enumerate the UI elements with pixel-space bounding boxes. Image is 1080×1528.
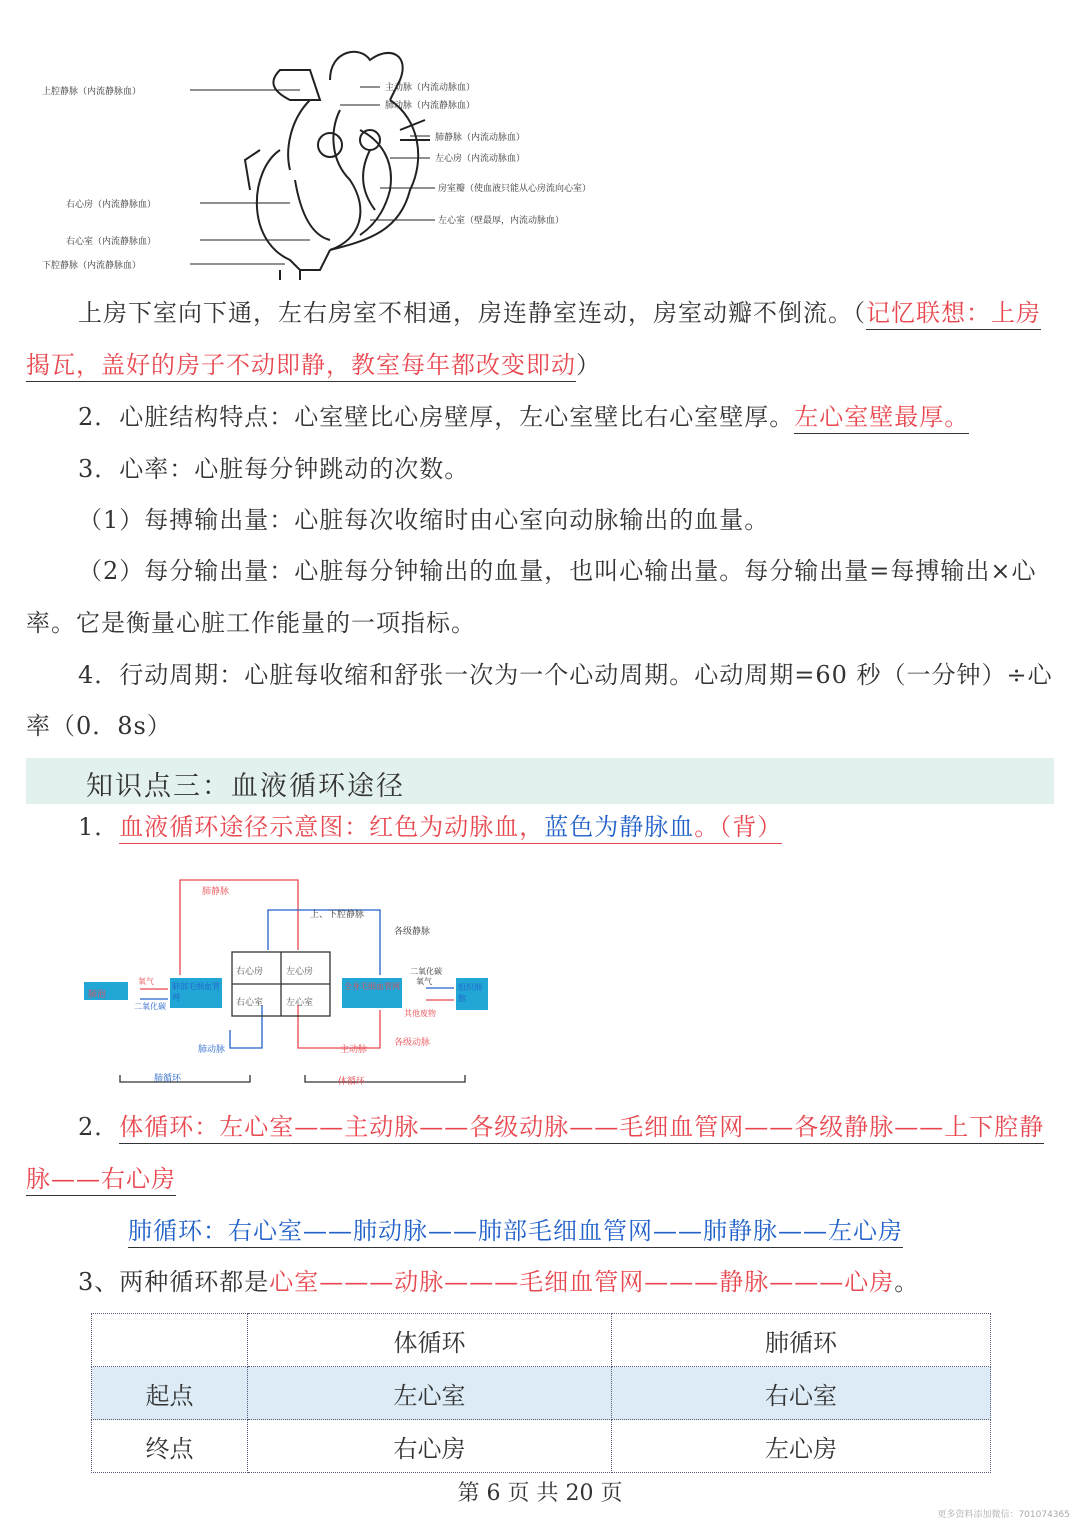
diagram-box-label: 全身毛细血管网 xyxy=(344,982,400,991)
paragraph-heart-rate: 3．心率：心脏每分钟跳动的次数。 xyxy=(78,455,470,483)
table-cell xyxy=(92,1314,248,1367)
paragraph-heart-feature xyxy=(78,402,969,432)
comparison-table xyxy=(91,1313,991,1473)
table-row xyxy=(92,1367,991,1420)
num: 1． xyxy=(78,813,120,841)
diagram-label: 左心房 xyxy=(286,967,314,977)
blue-text: 肺循环：右心室——肺动脉——肺部毛细血管网——肺静脉——左心房 xyxy=(128,1217,903,1248)
systemic-circulation xyxy=(78,1112,1044,1142)
section-title: 知识点三：血液循环途径 xyxy=(86,771,405,802)
diagram-label: 氧气 xyxy=(416,977,432,986)
table-header-cell: 肺循环 xyxy=(612,1314,991,1367)
diagram-label: 右心室 xyxy=(236,998,264,1008)
red-text: 体循环：左心室——主动脉——各级动脉——毛细血管网——各级静脉——上下腔静 xyxy=(119,1113,1044,1144)
red-text: 。（背） xyxy=(694,813,783,841)
table-cell: 右心室 xyxy=(612,1367,991,1420)
table-cell: 起点 xyxy=(92,1367,248,1420)
diagram-label: 各级动脉 xyxy=(394,1038,431,1048)
diagram-label: 体循环 xyxy=(338,1077,366,1087)
heart-diagram xyxy=(30,40,710,280)
blue-text: 蓝色为静脉血 xyxy=(544,813,695,841)
section-header xyxy=(26,758,1054,804)
table-cell: 右心房 xyxy=(248,1420,612,1473)
memory-tip: 揭瓦，盖好的房子不动即静，教室每年都改变即动 xyxy=(26,351,576,382)
table-cell: 左心房 xyxy=(612,1420,991,1473)
heart-label: 左心房（内流动脉血） xyxy=(435,154,526,164)
text: 上房下室向下通，左右房室不相通，房连静室连动，房室动瓣不倒流。（ xyxy=(78,299,866,327)
heart-label: 主动脉（内流动脉血） xyxy=(385,83,476,93)
num: 2． xyxy=(78,1113,120,1141)
diagram-label: 肺静脉 xyxy=(202,887,230,897)
systemic-circulation-cont xyxy=(26,1164,176,1194)
diagram-label: 左心室 xyxy=(286,998,314,1008)
paragraph-heart-structure xyxy=(78,298,1041,328)
diagram-box-label: 组织细胞 xyxy=(458,983,482,1003)
text: 。 xyxy=(894,1268,920,1296)
heart-label: 房室瓣（使血液只能从心房流向心室） xyxy=(438,184,592,194)
diagram-label: 上、下腔静脉 xyxy=(310,910,365,920)
table-cell: 左心室 xyxy=(248,1367,612,1420)
paragraph-heart-structure-cont xyxy=(26,350,601,380)
paragraph-cardiac-output: （2）每分输出量：心脏每分钟输出的血量，也叫心输出量。每分输出量=每搏输出×心 xyxy=(78,557,1037,585)
paragraph-stroke-volume: （1）每搏输出量：心脏每次收缩时由心室向动脉输出的血量。 xyxy=(78,506,770,534)
text: 3、两种循环都是 xyxy=(78,1268,270,1296)
diagram-label: 右心房 xyxy=(236,967,264,977)
red-text: 血液循环途径示意图：红色为动脉血， xyxy=(119,813,545,841)
heart-label: 右心室（内流静脉血） xyxy=(66,237,157,247)
paragraph-cardiac-cycle-cont: 率（0．8s） xyxy=(26,712,172,740)
diagram-label: 肺动脉 xyxy=(198,1045,226,1055)
diagram-label: 氧气 xyxy=(138,977,154,986)
diagram-label: 肺循环 xyxy=(154,1074,182,1084)
diagram-label: 主动脉 xyxy=(340,1045,368,1055)
watermark: 更多资料添加微信：701074365 xyxy=(937,1510,1070,1520)
red-text: 心室———动脉———毛细血管网———静脉———心房 xyxy=(269,1268,895,1296)
table-row xyxy=(92,1420,991,1473)
heart-label: 右心房（内流静脉血） xyxy=(66,200,157,210)
red-text: 脉——右心房 xyxy=(26,1165,176,1196)
diagram-label: 二氧化碳 xyxy=(410,967,442,976)
common-path xyxy=(78,1267,919,1297)
page-footer: 第 6 页 共 20 页 xyxy=(457,1481,623,1506)
memory-tip: 记忆联想：上房 xyxy=(866,299,1041,330)
diagram-label: 各级静脉 xyxy=(394,927,431,937)
circulation-diagram xyxy=(80,860,500,1095)
diagram-label: 其他废物 xyxy=(404,1009,436,1018)
highlight: 左心室壁最厚。 xyxy=(794,403,969,434)
table-cell: 终点 xyxy=(92,1420,248,1473)
paragraph-cardiac-output-cont: 率。它是衡量心脏工作能量的一项指标。 xyxy=(26,609,476,637)
text: 2．心脏结构特点：心室壁比心房壁厚，左心室壁比右心室壁厚。 xyxy=(78,403,795,431)
table-header-cell: 体循环 xyxy=(248,1314,612,1367)
heart-label: 肺动脉（内流静脉血） xyxy=(385,101,476,111)
circulation-diagram-caption xyxy=(78,812,782,842)
paragraph-cardiac-cycle: 4．行动周期：心脏每收缩和舒张一次为一个心动周期。心动周期=60 秒（一分钟）÷心 xyxy=(78,661,1053,689)
pulmonary-circulation xyxy=(128,1216,903,1246)
diagram-label: 二氧化碳 xyxy=(134,1002,166,1011)
heart-label: 下腔静脉（内流静脉血） xyxy=(42,261,142,271)
table-header-row xyxy=(92,1314,991,1367)
text: ） xyxy=(576,351,601,379)
diagram-box-label: 肺部毛细血管网 xyxy=(172,982,220,1002)
diagram-box-label: 肺泡 xyxy=(88,990,107,1000)
heart-label: 左心室（壁最厚，内流动脉血） xyxy=(438,216,565,226)
heart-label: 肺静脉（内流动脉血） xyxy=(435,133,526,143)
heart-label: 上腔静脉（内流静脉血） xyxy=(42,87,142,97)
